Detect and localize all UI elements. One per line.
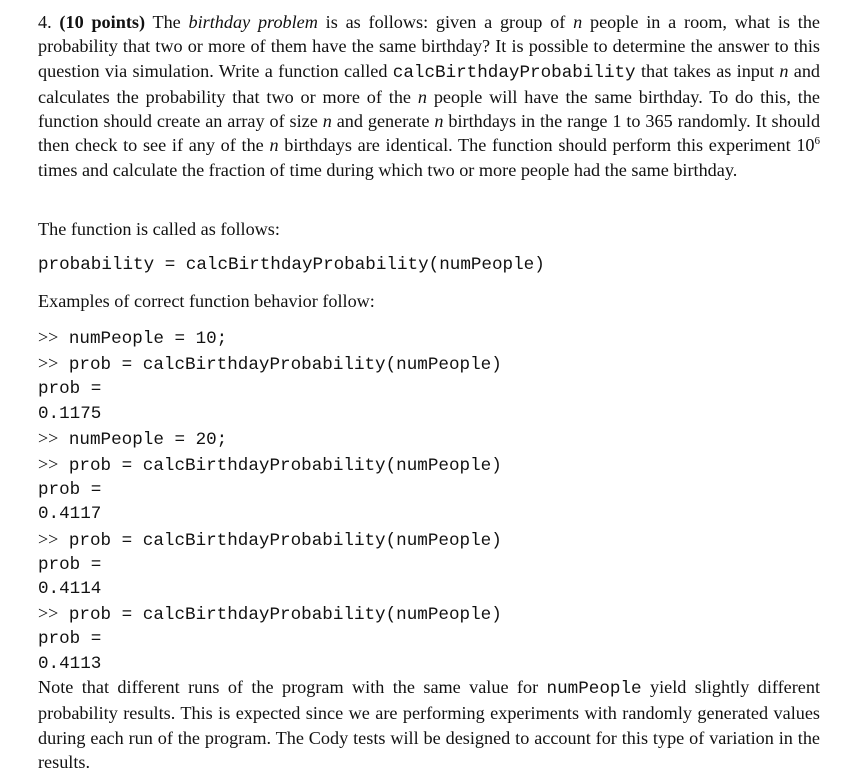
command-prompt: >> <box>38 454 59 475</box>
session-line <box>38 601 502 627</box>
examples-text: Examples of correct function behavior follow: <box>38 291 375 311</box>
note-variable: numPeople <box>546 679 642 699</box>
session-line <box>38 351 502 377</box>
problem-text: is as follows: given a group of <box>325 12 566 32</box>
called-as-text: The function is called as follows: <box>38 219 280 239</box>
session-line <box>38 527 502 553</box>
problem-text: people will have the same birthday. To do this, the function should create an array of size <box>38 86 820 132</box>
problem-text: times and calculate the fraction of time during which two or more people had the same birthday. <box>38 159 738 180</box>
problem-text: birthdays in the range 1 to 365 randomly. It should then check to see if any of the <box>38 111 821 156</box>
session-command: prob = calcBirthdayProbability(numPeople) <box>68 530 502 551</box>
variable-n: n <box>573 12 583 32</box>
session-line <box>38 426 502 452</box>
variable-n: n <box>779 60 789 81</box>
problem-number: 4. <box>38 12 52 32</box>
result-value: 0.4114 <box>38 579 102 600</box>
session-command: prob = calcBirthdayProbability(numPeople) <box>68 355 502 376</box>
example-session <box>38 325 502 676</box>
result-label: prob = <box>38 554 102 575</box>
session-command: numPeople = 10; <box>68 329 228 349</box>
variable-n: n <box>434 111 444 132</box>
problem-text: and generate <box>336 111 430 132</box>
result-value: 0.1175 <box>38 403 102 424</box>
note-text: yield slightly different probability results. This is expected since we are performing experiments with randomly generated values during each run of the program. The Cody tests will be designed to account for this type of variation in the results. <box>38 677 821 772</box>
problem-text: that takes as input <box>640 60 775 81</box>
result-value: 0.4113 <box>38 653 102 674</box>
exponent-power: 6 <box>814 135 821 148</box>
session-line <box>38 325 502 351</box>
command-prompt: >> <box>38 603 59 624</box>
result-label: prob = <box>38 379 102 400</box>
result-label: prob = <box>38 480 102 501</box>
problem-text: The <box>152 12 181 32</box>
command-prompt: >> <box>38 528 59 549</box>
exponent-base: 10 <box>796 135 815 156</box>
function-name: calcBirthdayProbability <box>392 62 636 83</box>
session-command: prob = calcBirthdayProbability(numPeople) <box>68 605 502 626</box>
problem-points: (10 points) <box>59 12 146 32</box>
variable-n: n <box>417 86 427 107</box>
command-prompt: >> <box>38 427 59 448</box>
problem-text: and calculates the probability that two or more of the <box>38 60 821 107</box>
session-line <box>38 452 502 478</box>
problem-term: birthday problem <box>188 12 318 32</box>
command-prompt: >> <box>38 327 59 347</box>
problem-statement <box>38 10 820 182</box>
variable-n: n <box>322 111 332 132</box>
variable-n: n <box>269 135 279 156</box>
problem-text: birthdays are identical. The function should perform this experiment <box>284 135 791 156</box>
call-syntax-code: probability = calcBirthdayProbability(numPeople) <box>38 255 545 275</box>
session-command: numPeople = 20; <box>68 429 228 450</box>
session-command: prob = calcBirthdayProbability(numPeople) <box>68 456 502 477</box>
note-paragraph <box>38 675 820 774</box>
exponent-expression <box>796 135 820 155</box>
problem-text: people in a room, what is the probability that two or more of them have the same birthday? It is possible to determine the answer to this question via simulation. Write a function called <box>38 12 821 81</box>
note-text: Note that different runs of the program with the same value for <box>38 677 539 697</box>
command-prompt: >> <box>38 353 59 374</box>
result-label: prob = <box>38 629 102 650</box>
result-value: 0.4117 <box>38 504 102 525</box>
